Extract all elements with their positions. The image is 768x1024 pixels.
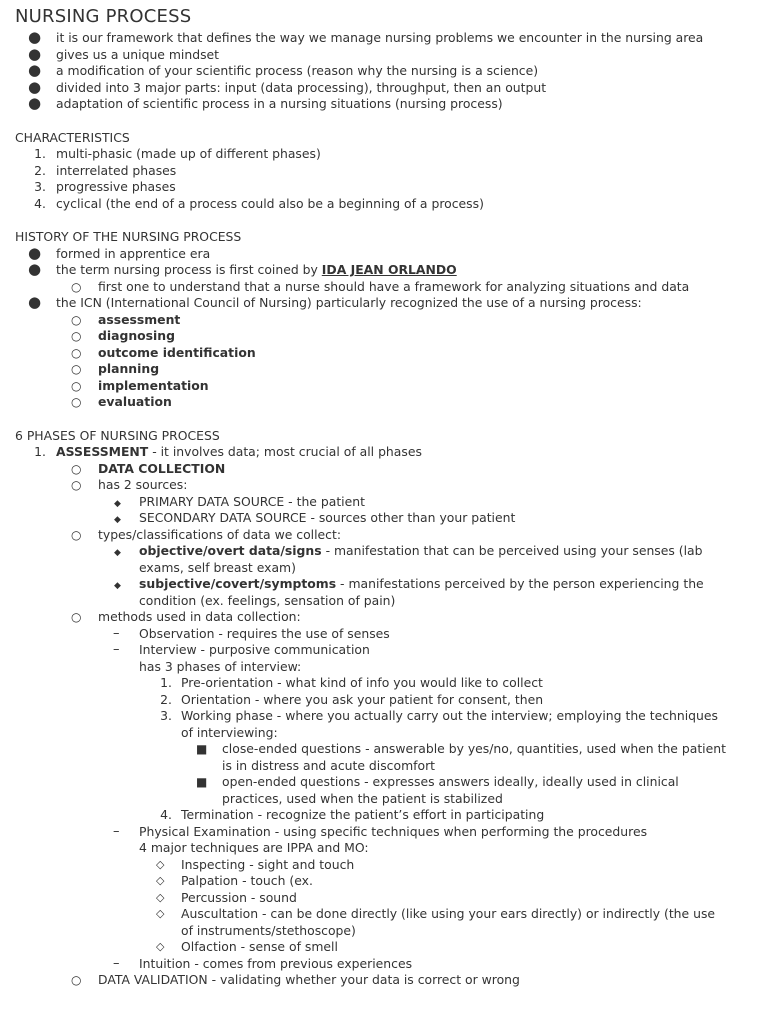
list-item: ● formed in apprentice era bbox=[28, 243, 211, 262]
list-item: ○ evaluation bbox=[71, 394, 172, 409]
list-item: ○ outcome identification bbox=[71, 344, 256, 360]
list-item: ◆ SECONDARY DATA SOURCE - sources other than your patient bbox=[15, 510, 768, 527]
bullet-icon: ● bbox=[28, 28, 42, 46]
circle-bullet-icon: ○ bbox=[71, 461, 82, 476]
assessment-title: ASSESSMENT bbox=[56, 444, 149, 459]
list-item: ◇ Auscultation - can be done directly (like using your ears directly) or indirectly (the use bbox=[156, 906, 716, 921]
list-item: ● gives us a unique mindset bbox=[28, 44, 220, 63]
list-item: ○ DATA VALIDATION - validating whether your data is correct or wrong bbox=[71, 972, 520, 987]
list-item: ■ open-ended questions - expresses answers ideally, ideally used in clinical bbox=[196, 774, 679, 789]
square-bullet-icon: ■ bbox=[196, 742, 208, 756]
list-item: ○ implementation bbox=[71, 377, 209, 393]
circle-bullet-icon: ○ bbox=[71, 527, 82, 542]
circle-bullet-icon: ○ bbox=[71, 610, 82, 624]
diamond-bullet-icon: ◆ bbox=[114, 581, 121, 591]
list-item: 3. Working phase - where you actually carry out the interview; employing the techniques bbox=[160, 708, 718, 723]
list-item: ● a modification of your scientific process (reason why the nursing is a science) bbox=[28, 61, 539, 79]
list-item-continuation: exams, self breast exam) bbox=[139, 559, 296, 575]
list-item: 4. cyclical (the end of a process could also be a beginning of a process) bbox=[34, 195, 484, 211]
list-item: ● divided into 3 major parts: input (data processing), throughput, then an output bbox=[28, 77, 547, 96]
list-item: 1. multi-phasic (made up of different phases) bbox=[34, 146, 321, 161]
hollow-diamond-bullet-icon: ◇ bbox=[156, 907, 165, 920]
list-item: ● the term nursing process is first coined by IDA JEAN ORLANDO bbox=[28, 260, 457, 278]
circle-bullet-icon: ○ bbox=[71, 345, 82, 360]
list-item: ◇ Inspecting - sight and touch bbox=[156, 856, 355, 872]
circle-bullet-icon: ○ bbox=[71, 329, 82, 343]
list-item-continuation: of instruments/stethoscope) bbox=[181, 922, 356, 938]
list-item: ◆ objective/overt data/signs - manifestation that can be perceived using your senses (lab bbox=[15, 543, 768, 560]
list-item: ○ assessment bbox=[71, 311, 181, 327]
list-item-continuation: 4 major techniques are IPPA and MO: bbox=[139, 840, 369, 855]
list-item-continuation: is in distress and acute discomfort bbox=[222, 757, 436, 773]
orlando-name: IDA JEAN ORLANDO bbox=[321, 262, 457, 277]
circle-bullet-icon: ○ bbox=[71, 279, 82, 294]
characteristics-list bbox=[15, 146, 768, 212]
list-item: ● it is our framework that defines the way we manage nursing problems we encounter in the nursing area bbox=[28, 28, 704, 46]
list-item: – Physical Examination - using specific techniques when performing the procedures bbox=[113, 823, 648, 839]
list-item: 2. Orientation - where you ask your patient for consent, then bbox=[160, 691, 544, 707]
list-item: ○ has 2 sources: bbox=[71, 477, 188, 492]
circle-bullet-icon: ○ bbox=[71, 378, 82, 393]
circle-bullet-icon: ○ bbox=[71, 395, 82, 409]
intro-list bbox=[15, 30, 768, 113]
bullet-icon: ● bbox=[28, 44, 42, 63]
list-item: ■ close-ended questions - answerable by yes/no, quantities, used when the patient bbox=[196, 741, 726, 756]
dash-bullet-icon: – bbox=[113, 625, 120, 641]
list-item: – Intuition - comes from previous experiences bbox=[113, 955, 413, 971]
dash-bullet-icon: – bbox=[113, 955, 120, 971]
list-item-continuation: of interviewing: bbox=[181, 724, 278, 740]
list-item: 3. progressive phases bbox=[34, 179, 176, 194]
hollow-diamond-bullet-icon: ◇ bbox=[156, 874, 165, 887]
circle-bullet-icon: ○ bbox=[71, 362, 82, 376]
diamond-bullet-icon: ◆ bbox=[114, 498, 121, 509]
list-item: ◇ Palpation - touch (ex. bbox=[156, 873, 313, 888]
characteristics-heading: CHARACTERISTICS bbox=[15, 129, 130, 145]
list-item: ◇ Olfaction - sense of smell bbox=[156, 939, 338, 954]
diamond-bullet-icon: ◆ bbox=[114, 548, 121, 558]
bullet-icon: ● bbox=[28, 260, 42, 278]
list-item: 2. interrelated phases bbox=[34, 162, 177, 178]
hollow-diamond-bullet-icon: ◇ bbox=[156, 890, 165, 904]
bullet-icon: ● bbox=[28, 77, 42, 96]
list-item: ◇ Percussion - sound bbox=[156, 889, 297, 905]
circle-bullet-icon: ○ bbox=[71, 973, 82, 987]
list-item: ● adaptation of scientific process in a nursing situations (nursing process) bbox=[28, 94, 503, 112]
list-item: ○ DATA COLLECTION bbox=[71, 460, 226, 476]
bullet-icon: ● bbox=[28, 61, 42, 79]
dash-bullet-icon: – bbox=[113, 642, 120, 657]
list-item: 4. Termination - recognize the patient’s effort in participating bbox=[160, 807, 545, 822]
list-item: 1. ASSESSMENT - it involves data; most crucial of all phases bbox=[34, 444, 422, 459]
list-item: – Observation - requires the use of senses bbox=[113, 625, 390, 641]
list-item: ○ first one to understand that a nurse should have a framework for analyzing situations and data bbox=[71, 278, 690, 294]
circle-bullet-icon: ○ bbox=[71, 312, 82, 327]
list-item: ◆ PRIMARY DATA SOURCE - the patient bbox=[15, 494, 768, 511]
hollow-diamond-bullet-icon: ◇ bbox=[156, 940, 165, 953]
history-list bbox=[15, 243, 768, 411]
list-item: ○ planning bbox=[71, 361, 160, 376]
history-heading: HISTORY OF THE NURSING PROCESS bbox=[15, 229, 242, 244]
list-item: 1. Pre-orientation - what kind of info you would like to collect bbox=[160, 675, 543, 690]
list-item: ◆ subjective/covert/symptoms - manifestations perceived by the person experiencing the bbox=[15, 576, 768, 593]
square-bullet-icon: ■ bbox=[196, 775, 208, 789]
list-item: ● the ICN (International Council of Nursing) particularly recognized the use of a nursing process: bbox=[28, 293, 642, 311]
list-item-continuation: condition (ex. feelings, sensation of pain) bbox=[139, 592, 396, 608]
list-item: ○ methods used in data collection: bbox=[71, 609, 301, 624]
hollow-diamond-bullet-icon: ◇ bbox=[156, 857, 165, 871]
page-title: NURSING PROCESS bbox=[15, 6, 192, 27]
dash-bullet-icon: – bbox=[113, 823, 120, 839]
diamond-bullet-icon: ◆ bbox=[114, 515, 121, 525]
circle-bullet-icon: ○ bbox=[71, 478, 82, 492]
list-item: ○ diagnosing bbox=[71, 328, 175, 343]
list-item-continuation: practices, used when the patient is stabilized bbox=[222, 790, 503, 806]
list-item: ○ types/classifications of data we collect: bbox=[71, 526, 342, 542]
bullet-icon: ● bbox=[28, 243, 42, 262]
list-item-continuation: has 3 phases of interview: bbox=[139, 658, 302, 674]
bullet-icon: ● bbox=[28, 94, 42, 112]
list-item: – Interview - purposive communication bbox=[113, 642, 370, 657]
bullet-icon: ● bbox=[28, 293, 42, 311]
phases-list bbox=[15, 444, 768, 989]
phases-heading: 6 PHASES OF NURSING PROCESS bbox=[15, 427, 220, 443]
